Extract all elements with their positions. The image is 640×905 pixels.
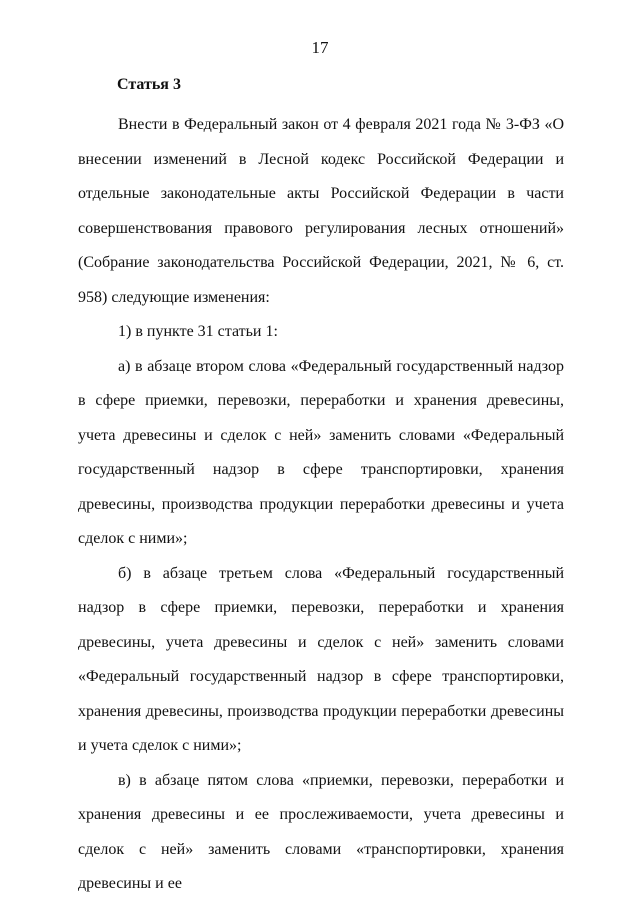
page-number: 17 <box>311 38 329 57</box>
intro-paragraph: Внести в Федеральный закон от 4 февраля 2021 года № 3-ФЗ «О внесении изменений в Лесной кодекс Российской Федерации и отдельные законодательные акты Российской Федерации в части совершенствования правового регулирования лесных отношений» (Собрание законодательства Российской Федерации, 2021, № 6, ст. 958) следующие изменения: <box>78 116 564 306</box>
article-heading: Статья 3 <box>117 76 181 93</box>
document-body <box>78 108 564 902</box>
subitem-v-paragraph: в) в абзаце пятом слова «приемки, перевозки, переработки и хранения древесины и ее прослеживаемости, учета древесины и сделок с ней» заменить словами «транспортировки, хранения древесины и ее <box>78 771 564 892</box>
subitem-b-paragraph: б) в абзаце третьем слова «Федеральный государственный надзор в сфере приемки, перевозки, переработки и хранения древесины, учета древесины и сделок с ней» заменить словами «Федеральный государственный надзор в сфере транспортировки, хранения древесины, производства продукции переработки древесины и учета сделок с ними»; <box>78 564 564 754</box>
subitem-a-paragraph: а) в абзаце втором слова «Федеральный государственный надзор в сфере приемки, перевозки, переработки и хранения древесины, учета древесины и сделок с ней» заменить словами «Федеральный государственный надзор в сфере транспортировки, хранения древесины, производства продукции переработки древесины и учета сделок с ними»; <box>78 357 564 547</box>
item-1-paragraph: 1) в пункте 31 статьи 1: <box>118 323 278 340</box>
